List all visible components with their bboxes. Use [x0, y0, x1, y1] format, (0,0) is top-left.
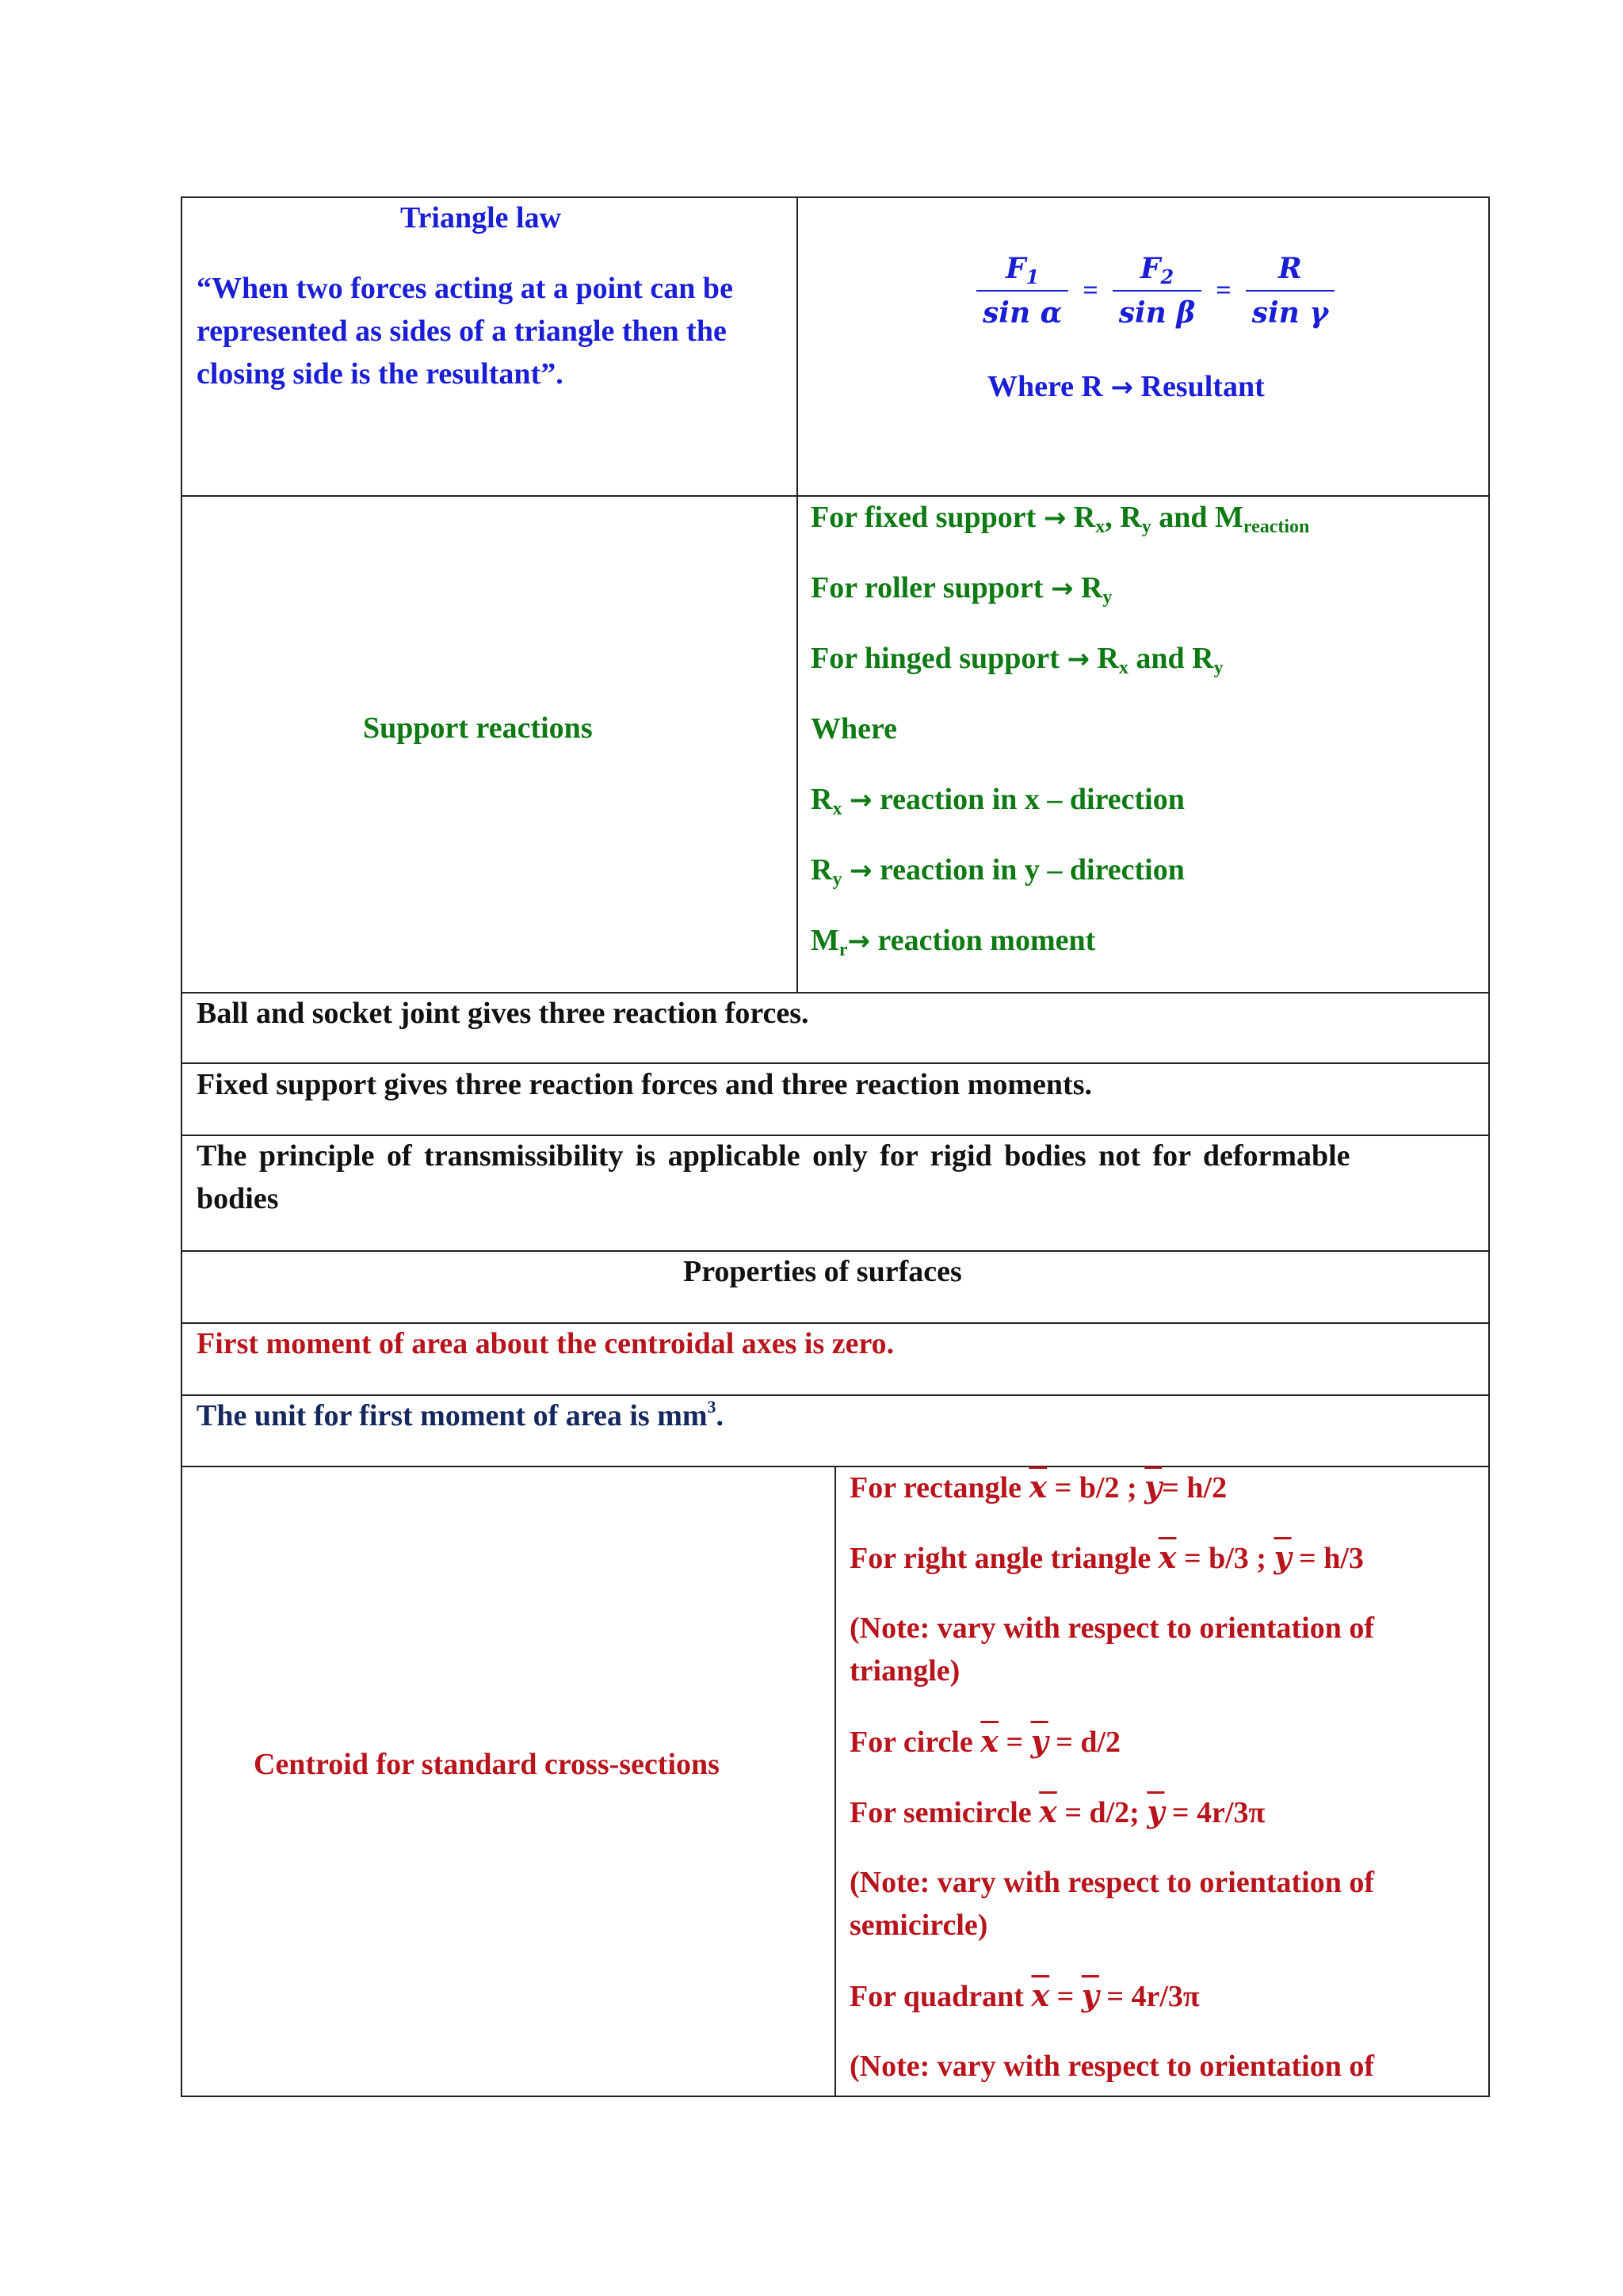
definition-line: represented as sides of a triangle then the — [197, 315, 727, 348]
list-item: (Note: vary with respect to orientation of — [850, 2050, 1375, 2083]
sine-rule-formula — [976, 250, 1335, 331]
triangle-law-title: Triangle law — [400, 201, 562, 235]
ball-socket-statement: Ball and socket joint gives three reaction forces. — [197, 997, 809, 1030]
equals-sign: = — [1083, 276, 1098, 305]
table-top-border — [181, 196, 1490, 198]
support-reactions-list — [811, 496, 1309, 990]
row1-2-divider — [796, 196, 798, 993]
list-item: semicircle) — [850, 1909, 988, 1942]
first-moment-statement: First moment of area about the centroidal axes is zero. — [197, 1327, 895, 1360]
list-item: For quadrant $\overline{x} = \overline{y} = 4r/3\pi$ — [850, 1978, 1200, 2013]
right-arrow-icon: → — [849, 784, 873, 816]
list-item: $R_y$ → reaction in y – direction — [811, 853, 1185, 890]
right-arrow-icon: → — [1050, 573, 1074, 605]
right-arrow-icon: → — [849, 855, 873, 887]
right-arrow-icon: → — [847, 925, 871, 957]
list-item: $M_r\to$ reaction moment — [811, 924, 1096, 960]
list-item: For semicircle $\overline{x} = d/2$; $\overline{y} = 4r/3\pi$ — [850, 1794, 1266, 1829]
definition-line: “When two forces acting at a point can be — [197, 272, 733, 305]
definition-line: closing side is the resultant”. — [197, 357, 563, 391]
table-left-border — [181, 196, 182, 2096]
list-item: For roller support → $R_y$ — [811, 571, 1113, 608]
list-item: For hinged support → $R_x$ and $R_y$ — [811, 642, 1224, 678]
where-resultant: Where R → Resultant — [987, 370, 1265, 403]
first-moment-unit: The unit for first moment of area is $mm^3$. — [197, 1397, 724, 1432]
fraction-r: $\frac{R}{\text{sin γ}}$ — [1246, 250, 1335, 331]
fixed-support-statement: Fixed support gives three reaction forces and three reaction moments. — [197, 1068, 1092, 1101]
statement-line: The principle of transmissibility is applicable only for rigid bodies not for deformable — [197, 1139, 1350, 1173]
fraction-f1: $\frac{F_1}{\text{sin α}}$ — [976, 250, 1068, 331]
list-item: (Note: vary with respect to orientation of — [850, 1611, 1375, 1645]
list-item: For circle $\overline{x} = \overline{y} = d/2$ — [850, 1723, 1121, 1759]
list-item: For right angle triangle $\overline{x} = b/3$ ; $\overline{y} = h/3$ — [850, 1539, 1364, 1575]
list-item: triangle) — [850, 1654, 960, 1688]
centroid-label: Centroid for standard cross-sections — [254, 1748, 720, 1781]
centroid-list — [850, 1466, 1374, 2088]
row9-divider — [834, 1466, 836, 2096]
transmissibility-statement — [197, 1135, 1474, 1220]
statement-line: bodies — [197, 1182, 279, 1215]
fraction-f2: $\frac{F_2}{\text{sin β}}$ — [1113, 250, 1202, 331]
right-arrow-icon: → — [1067, 643, 1090, 675]
triangle-law-definition — [197, 267, 733, 395]
table-right-border — [1488, 196, 1490, 2096]
list-item: $R_x$ → reaction in x – direction — [811, 783, 1185, 819]
list-item: For fixed support → $R_x$, $R_y$ and $M_{reaction}$ — [811, 501, 1310, 537]
support-reactions-label: Support reactions — [363, 711, 593, 745]
list-item: Where — [811, 712, 898, 746]
right-arrow-icon: → — [1043, 502, 1067, 534]
equals-sign: = — [1216, 276, 1232, 305]
list-item: For rectangle $\overline{x} = b/2$ ; $\overline{y}= h/2$ — [850, 1469, 1228, 1505]
list-item: (Note: vary with respect to orientation of — [850, 1866, 1375, 1899]
properties-of-surfaces-heading: Properties of surfaces — [683, 1255, 962, 1288]
right-arrow-icon: → — [1110, 372, 1133, 403]
